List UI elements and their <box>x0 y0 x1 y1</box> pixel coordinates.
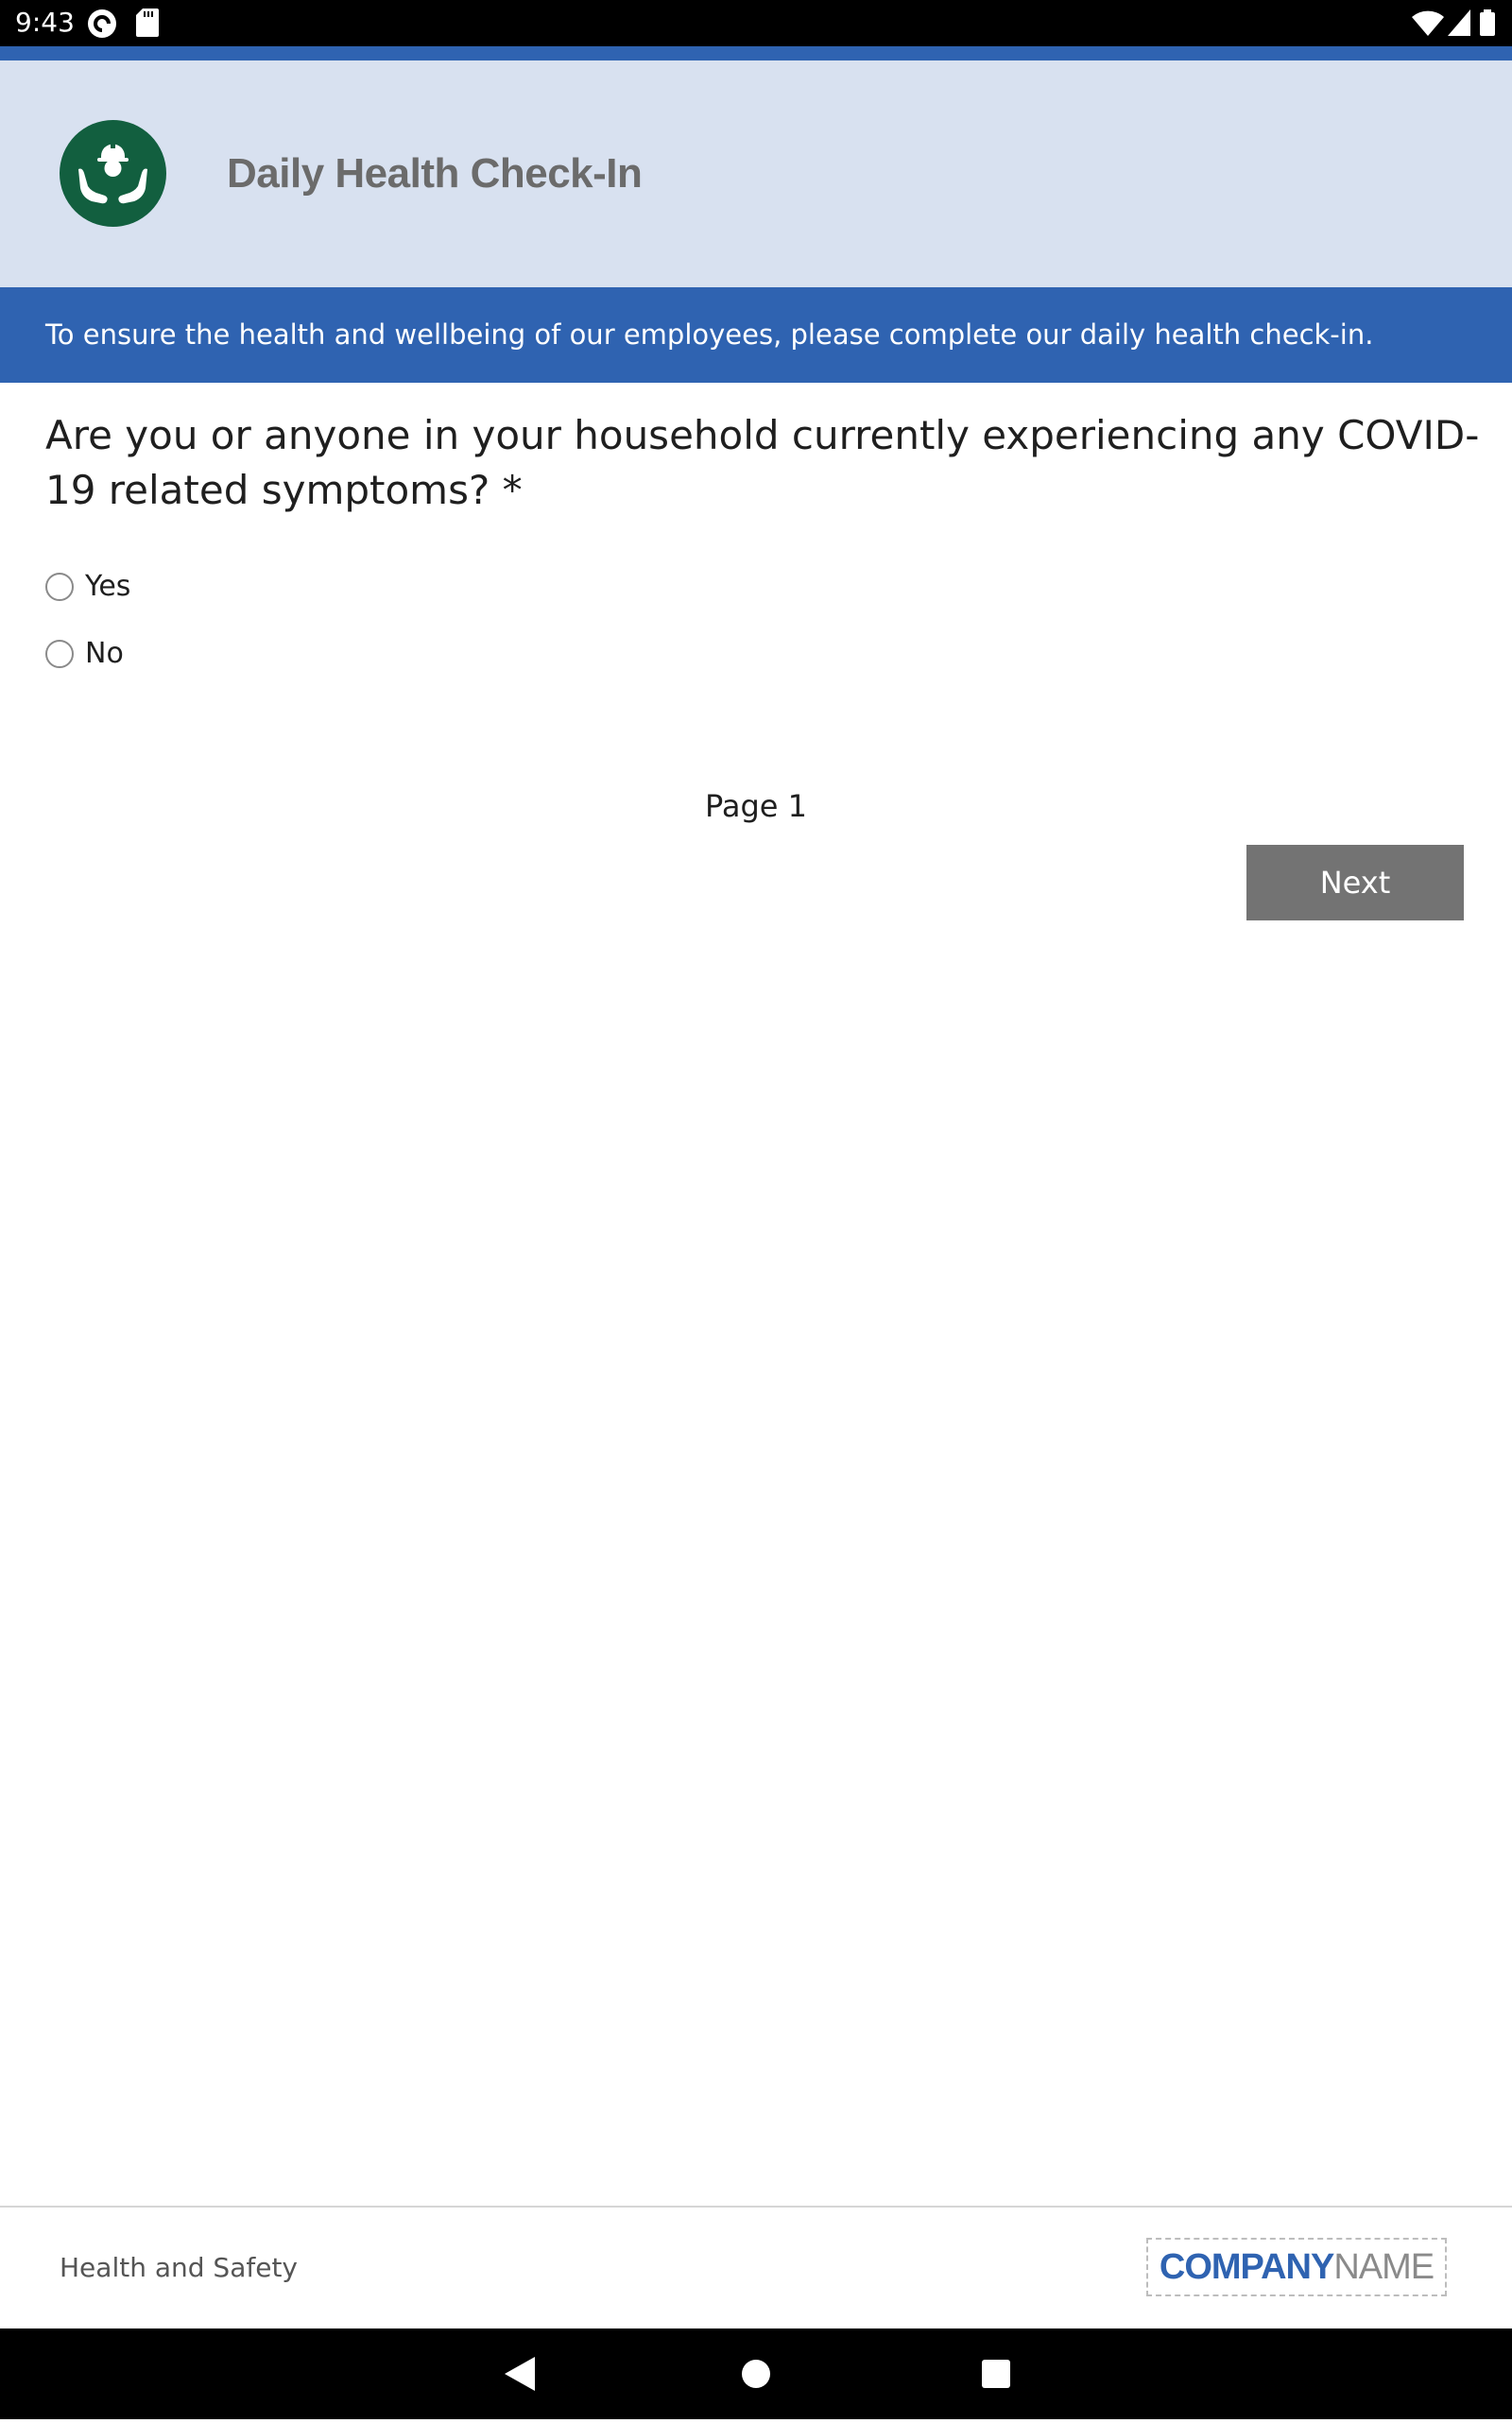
company-logo-strong: COMPANY <box>1159 2246 1334 2287</box>
radio-no[interactable] <box>45 640 74 668</box>
option-yes[interactable] <box>45 568 130 606</box>
intro-banner <box>0 287 1512 383</box>
status-bar <box>0 0 1512 46</box>
page-title: Daily Health Check-In <box>227 150 643 197</box>
option-yes-label: Yes <box>85 570 131 603</box>
pocket-casts-icon <box>87 9 117 43</box>
next-button[interactable]: Next <box>1246 845 1464 920</box>
cell-signal-icon <box>1448 9 1470 40</box>
worker-hands-icon <box>60 120 166 227</box>
page-label: Page 1 <box>705 788 807 824</box>
sd-card-icon <box>136 9 159 41</box>
question-text: Are you or anyone in your household currently experiencing any COVID-19 related symptoms? * <box>45 412 1480 513</box>
option-no[interactable] <box>45 635 124 673</box>
accent-stripe <box>0 46 1512 60</box>
back-icon[interactable] <box>491 2328 548 2419</box>
footer-text: Health and Safety <box>60 2252 298 2283</box>
footer <box>0 2206 1512 2330</box>
company-logo <box>1146 2238 1447 2296</box>
home-icon[interactable] <box>728 2328 784 2419</box>
wifi-icon <box>1412 9 1444 40</box>
nav-bar <box>0 2328 1512 2419</box>
battery-icon <box>1480 9 1495 40</box>
header <box>0 60 1512 287</box>
recents-icon[interactable] <box>968 2328 1024 2419</box>
status-time: 9:43 <box>15 7 75 38</box>
intro-text: To ensure the health and wellbeing of our employees, please complete our daily health check-in. <box>45 318 1374 351</box>
company-logo-light: NAME <box>1333 2246 1435 2287</box>
option-no-label: No <box>85 637 124 670</box>
radio-yes[interactable] <box>45 573 74 601</box>
